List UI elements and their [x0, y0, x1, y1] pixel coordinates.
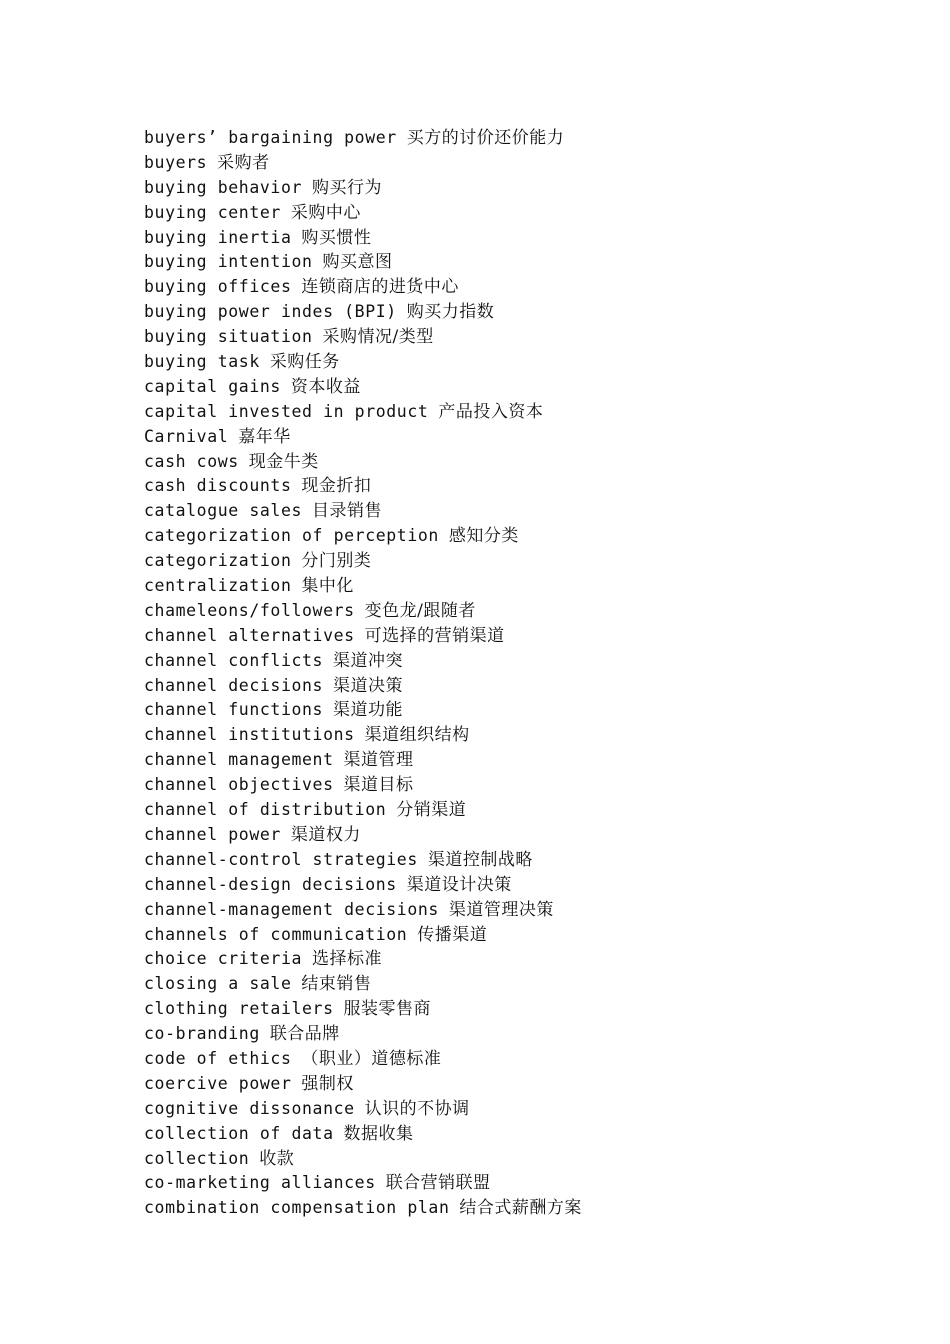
- glossary-entry: [144, 848, 582, 873]
- glossary-entry: [144, 425, 582, 450]
- glossary-entry: [144, 450, 582, 475]
- entry-translation: 买方的讨价还价能力: [406, 128, 565, 148]
- glossary-entry: [144, 823, 582, 848]
- entry-term: cognitive dissonance: [144, 1098, 355, 1118]
- entry-term: cash discounts: [144, 476, 292, 496]
- entry-translation: 渠道组织结构: [364, 725, 470, 746]
- glossary-entry: [144, 748, 582, 773]
- entry-term: co-branding: [144, 1024, 260, 1044]
- entry-term: categorization: [144, 551, 292, 571]
- entry-term: channel power: [144, 824, 281, 844]
- entry-term: channel functions: [144, 700, 324, 720]
- entry-translation: 联合品牌: [269, 1024, 340, 1045]
- glossary-entry: [144, 499, 582, 524]
- glossary-entry: [144, 698, 582, 723]
- glossary-entry: [144, 1097, 582, 1122]
- entry-term: Carnival: [144, 426, 229, 446]
- entry-term: buyers’ bargaining power: [144, 128, 397, 147]
- glossary-entry: [144, 574, 582, 599]
- entry-translation: 数据收集: [343, 1123, 414, 1144]
- glossary-entry: [144, 549, 582, 574]
- entry-term: coercive power: [144, 1073, 292, 1093]
- glossary-entry: [144, 375, 582, 400]
- entry-translation: 分销渠道: [396, 800, 467, 821]
- entry-term: buyers: [144, 152, 208, 172]
- glossary-entry: [144, 400, 582, 425]
- entry-term: buying inertia: [144, 227, 292, 247]
- entry-term: buying situation: [144, 327, 313, 347]
- entry-term: channel conflicts: [144, 650, 324, 670]
- entry-term: buying offices: [144, 277, 292, 297]
- entry-translation: 渠道控制战略: [427, 849, 533, 870]
- glossary-entry: [144, 350, 582, 375]
- entry-translation: 可选择的营销渠道: [364, 625, 505, 646]
- glossary-entry: [144, 947, 582, 972]
- entry-term: channels of communication: [144, 924, 408, 944]
- glossary-entry: [144, 1047, 582, 1072]
- entry-term: buying intention: [144, 252, 313, 272]
- entry-term: combination compensation plan: [144, 1198, 450, 1218]
- glossary-entry: [144, 1072, 582, 1097]
- entry-translation: 渠道管理决策: [448, 899, 554, 920]
- glossary-entry: [144, 524, 582, 549]
- entry-translation: 选择标准: [311, 949, 382, 970]
- entry-translation: 结束销售: [301, 974, 372, 995]
- entry-translation: 购买行为: [311, 177, 382, 198]
- glossary-entry: [144, 1196, 582, 1221]
- entry-translation: 渠道设计决策: [406, 874, 512, 895]
- glossary-entry: [144, 250, 582, 275]
- entry-term: channel alternatives: [144, 625, 355, 645]
- glossary-entry: [144, 151, 582, 176]
- glossary-entry: [144, 723, 582, 748]
- entry-translation: 现金牛类: [248, 451, 319, 472]
- entry-translation: 渠道权力: [290, 824, 361, 845]
- entry-translation: 购买力指数: [406, 302, 495, 323]
- entry-term: clothing retailers: [144, 999, 334, 1019]
- glossary-list: [144, 126, 582, 1221]
- glossary-entry: [144, 275, 582, 300]
- entry-term: channel-management decisions: [144, 899, 439, 919]
- entry-term: closing a sale: [144, 974, 292, 994]
- entry-term: channel institutions: [144, 725, 355, 745]
- glossary-entry: [144, 972, 582, 997]
- entry-translation: 渠道目标: [343, 775, 414, 796]
- entry-translation: 购买惯性: [301, 227, 372, 248]
- entry-term: buying behavior: [144, 177, 303, 197]
- entry-term: capital invested in product: [144, 401, 429, 421]
- entry-translation: 感知分类: [448, 526, 519, 547]
- entry-translation: 渠道功能: [333, 700, 404, 721]
- glossary-entry: [144, 1122, 582, 1147]
- glossary-entry: [144, 300, 582, 325]
- glossary-entry: [144, 325, 582, 350]
- glossary-entry: [144, 474, 582, 499]
- entry-translation: 采购情况/类型: [322, 327, 434, 348]
- entry-term: buying power indes (BPI): [144, 302, 397, 322]
- entry-term: buying center: [144, 202, 281, 222]
- entry-term: channel-design decisions: [144, 874, 397, 894]
- entry-translation: 渠道冲突: [333, 650, 404, 671]
- entry-translation: 认识的不协调: [364, 1098, 470, 1119]
- glossary-entry: [144, 773, 582, 798]
- glossary-entry: [144, 997, 582, 1022]
- entry-translation: 收款: [259, 1148, 295, 1169]
- entry-translation: 嘉年华: [238, 426, 291, 447]
- entry-translation: 资本收益: [290, 376, 361, 397]
- glossary-entry: [144, 1147, 582, 1172]
- glossary-entry: [144, 798, 582, 823]
- entry-term: catalogue sales: [144, 501, 303, 521]
- glossary-entry: [144, 898, 582, 923]
- entry-term: capital gains: [144, 376, 281, 396]
- entry-term: code of ethics: [144, 1048, 292, 1068]
- entry-translation: 现金折扣: [301, 476, 372, 497]
- entry-term: choice criteria: [144, 949, 303, 969]
- entry-translation: 目录销售: [311, 501, 382, 522]
- entry-translation: 产品投入资本: [438, 401, 544, 422]
- glossary-entry: [144, 599, 582, 624]
- entry-term: channel objectives: [144, 775, 334, 795]
- glossary-entry: [144, 226, 582, 251]
- entry-term: centralization: [144, 576, 292, 596]
- glossary-entry: [144, 1022, 582, 1047]
- entry-translation: 集中化: [301, 576, 354, 597]
- glossary-entry: [144, 923, 582, 948]
- entry-translation: 分门别类: [301, 551, 372, 572]
- glossary-entry: [144, 201, 582, 226]
- entry-term: collection: [144, 1148, 250, 1168]
- entry-translation: （职业）道德标准: [301, 1048, 442, 1069]
- entry-translation: 变色龙/跟随者: [364, 600, 476, 621]
- entry-translation: 连锁商店的进货中心: [301, 277, 459, 298]
- entry-term: cash cows: [144, 451, 239, 471]
- entry-term: channel of distribution: [144, 800, 387, 820]
- entry-term: chameleons/followers: [144, 600, 355, 620]
- entry-term: co-marketing alliances: [144, 1173, 376, 1193]
- glossary-entry: [144, 873, 582, 898]
- entry-translation: 结合式薪酬方案: [459, 1198, 582, 1219]
- entry-term: channel management: [144, 750, 334, 770]
- entry-term: buying task: [144, 352, 260, 372]
- glossary-entry: [144, 674, 582, 699]
- entry-translation: 强制权: [301, 1073, 354, 1094]
- entry-translation: 采购中心: [290, 202, 361, 223]
- glossary-entry: [144, 624, 582, 649]
- entry-term: categorization of perception: [144, 526, 439, 546]
- glossary-entry: [144, 176, 582, 201]
- entry-translation: 采购任务: [269, 352, 340, 373]
- entry-translation: 渠道决策: [333, 675, 404, 696]
- entry-translation: 传播渠道: [417, 924, 488, 945]
- glossary-entry: [144, 1171, 582, 1196]
- entry-term: channel-control strategies: [144, 849, 418, 869]
- entry-translation: 采购者: [217, 152, 270, 173]
- glossary-entry: [144, 649, 582, 674]
- entry-term: collection of data: [144, 1123, 334, 1143]
- entry-translation: 渠道管理: [343, 750, 414, 771]
- glossary-entry: [144, 126, 582, 151]
- entry-term: channel decisions: [144, 675, 324, 695]
- entry-translation: 服装零售商: [343, 999, 432, 1020]
- entry-translation: 联合营销联盟: [385, 1173, 491, 1194]
- entry-translation: 购买意图: [322, 252, 393, 273]
